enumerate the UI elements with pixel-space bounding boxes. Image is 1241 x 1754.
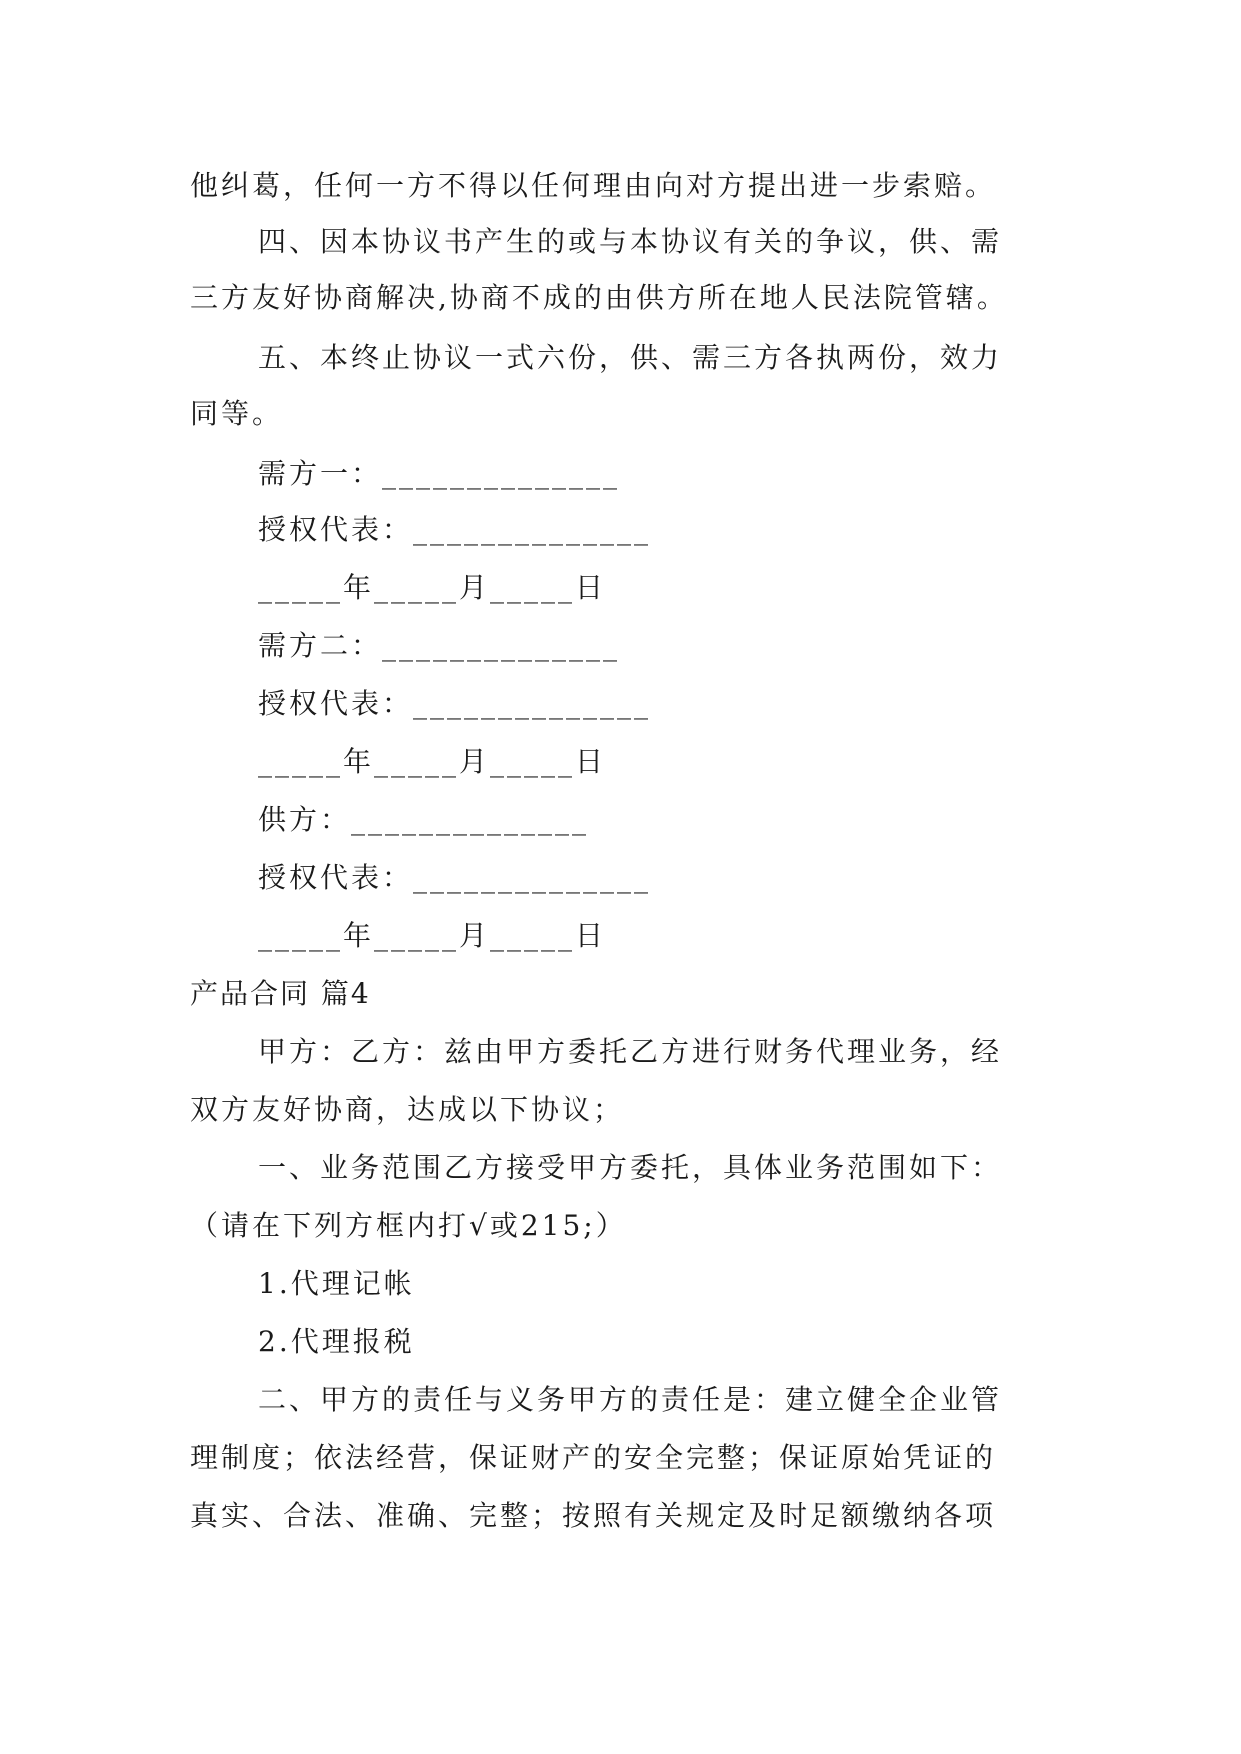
paragraph-line: 理制度；依法经营，保证财产的安全完整；保证原始凭证的 (190, 1441, 997, 1474)
paragraph-line: 五、本终止协议一式六份，供、需三方各执两份，效力 (258, 341, 1003, 374)
signature-line-buyer-two: 需方二：______________ (258, 629, 621, 662)
signature-line-supplier: 供方：______________ (258, 803, 590, 836)
signature-date-line: _____年_____月_____日 (258, 919, 607, 952)
paragraph-line: 二、甲方的责任与义务甲方的责任是：建立健全企业管 (258, 1383, 1003, 1416)
paragraph-line: 三方友好协商解决,协商不成的由供方所在地人民法院管辖。 (190, 281, 1008, 314)
signature-line-buyer-one: 需方一：______________ (258, 457, 621, 490)
paragraph-line: 甲方：乙方：兹由甲方委托乙方进行财务代理业务，经 (258, 1035, 1003, 1068)
signature-line-representative: 授权代表：______________ (258, 513, 652, 546)
section-heading: 产品合同 篇4 (190, 977, 371, 1010)
signature-date-line: _____年_____月_____日 (258, 571, 607, 604)
paragraph-line: 一、业务范围乙方接受甲方委托，具体业务范围如下： (258, 1151, 1003, 1184)
signature-date-line: _____年_____月_____日 (258, 745, 607, 778)
paragraph-line: 同等。 (190, 397, 284, 430)
paragraph-line: 真实、合法、准确、完整；按照有关规定及时足额缴纳各项 (190, 1499, 997, 1532)
paragraph-line: 他纠葛，任何一方不得以任何理由向对方提出进一步索赔。 (190, 169, 997, 202)
list-item: 1.代理记帐 (258, 1267, 415, 1300)
paragraph-line: （请在下列方框内打√或215;） (190, 1209, 627, 1242)
paragraph-line: 四、因本协议书产生的或与本协议有关的争议，供、需 (258, 225, 1003, 258)
signature-line-representative: 授权代表：______________ (258, 861, 652, 894)
signature-line-representative: 授权代表：______________ (258, 687, 652, 720)
paragraph-line: 双方友好协商，达成以下协议； (190, 1093, 625, 1126)
list-item: 2.代理报税 (258, 1325, 415, 1358)
